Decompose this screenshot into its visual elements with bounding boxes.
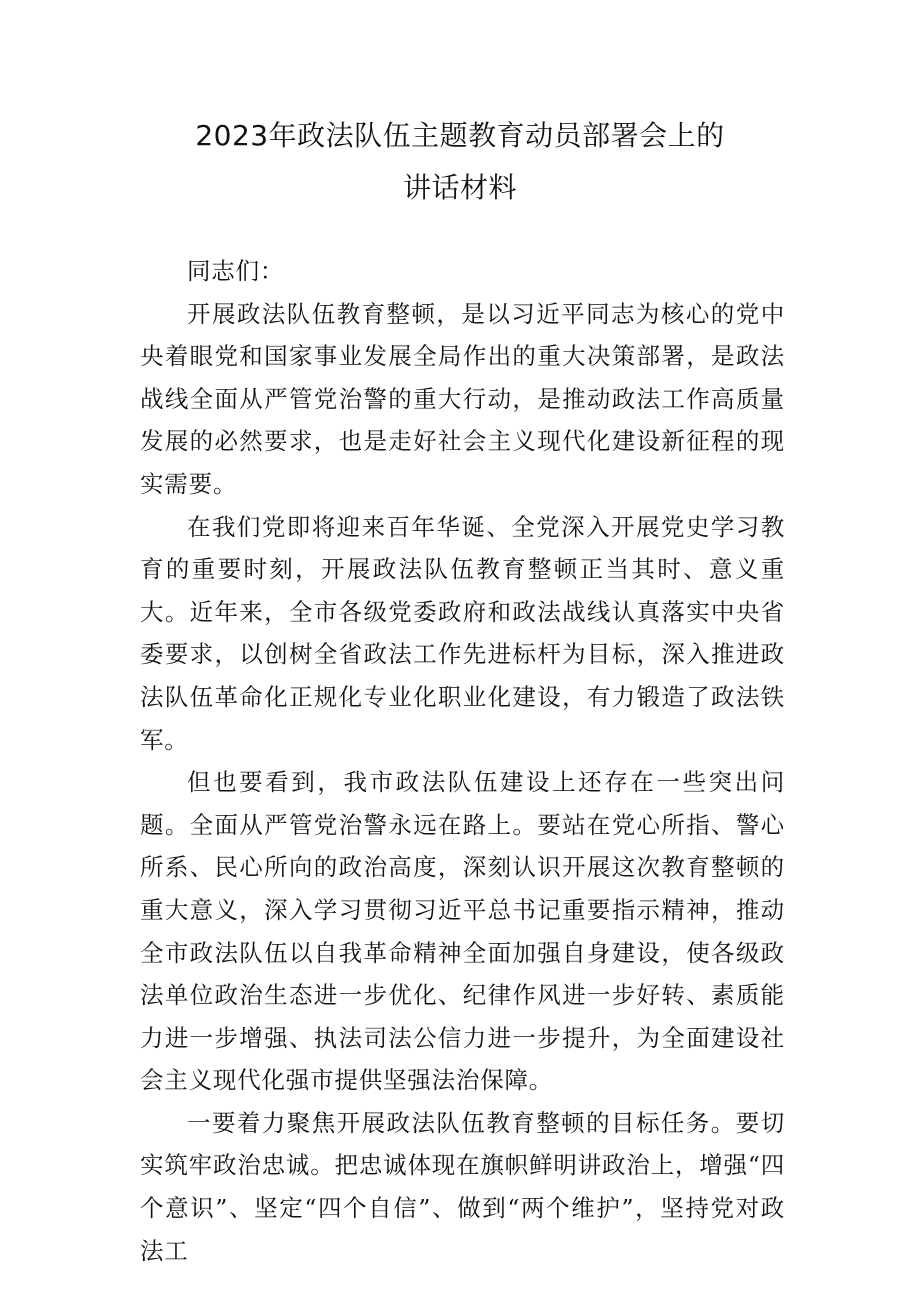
document-body [140, 250, 785, 1272]
title-line-1: 2023年政法队伍主题教育动员部署会上的 [195, 119, 725, 152]
greeting: 同志们： [187, 257, 285, 285]
title-line-2: 讲话材料 [402, 171, 517, 204]
paragraph: 一要着力聚焦开展政法队伍教育整顿的目标任务。要切实筑牢政治忠诚。把忠诚体现在旗帜鲜明讲政治上，增强“四个意识”、坚定“四个自信”、做到“两个维护”，坚持党对政法工 [140, 1108, 785, 1265]
paragraph: 在我们党即将迎来百年华诞、全党深入开展党史学习教育的重要时刻，开展政法队伍教育整顿正当其时、意义重大。近年来，全市各级党委政府和政法战线认真落实中央省委要求，以创树全省政法工作先进标杆为目标，深入推进政法队伍革命化正规化专业化职业化建设，有力锻造了政法铁军。 [140, 512, 785, 754]
paragraph: 但也要看到，我市政法队伍建设上还存在一些突出问题。全面从严管党治警永远在路上。要站在党心所指、警心所系、民心所向的政治高度，深刻认识开展这次教育整顿的重大意义，深入学习贯彻习近平总书记重要指示精神，推动全市政法队伍以自我革命精神全面加强自身建设，使各级政法单位政治生态进一步优化、纪律作风进一步好转、素质能力进一步增强、执法司法公信力进一步提升，为全面建设社会主义现代化强市提供坚强法治保障。 [140, 768, 785, 1095]
document-title [0, 110, 920, 214]
paragraph: 开展政法队伍教育整顿，是以习近平同志为核心的党中央着眼党和国家事业发展全局作出的重大决策部署，是政法战线全面从严管党治警的重大行动，是推动政法工作高质量发展的必然要求，也是走好社会主义现代化建设新征程的现实需要。 [140, 299, 785, 498]
